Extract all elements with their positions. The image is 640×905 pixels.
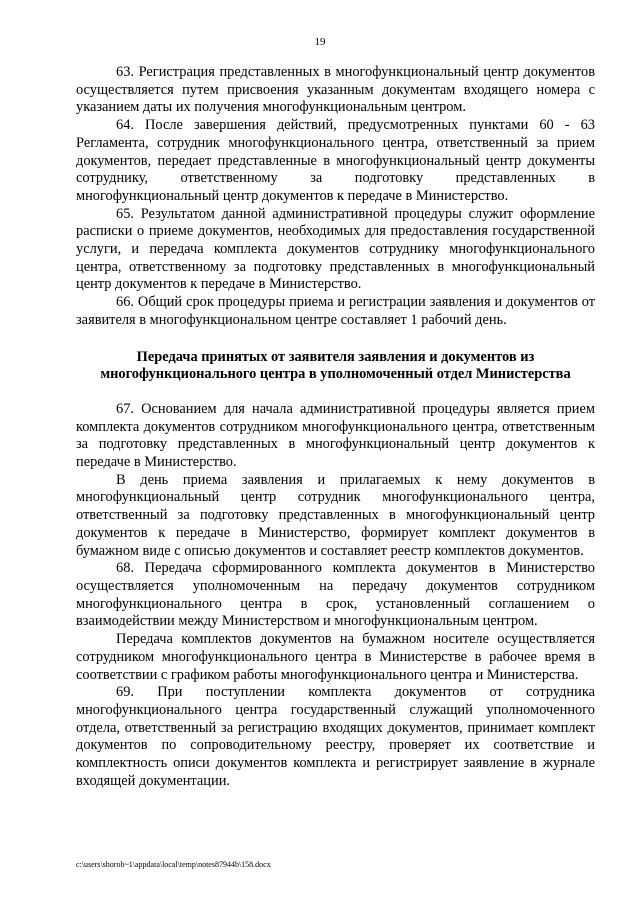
paragraph-69: 69. При поступлении комплекта документов от сотрудника многофункционального центра государственный служащий уполномоченного отдела, ответственный за регистрацию входящих документов, принимает комплект документов по сопроводительному реестру, проверяет их соответствие и комплектность описи документов комплекта и регистрирует заявление в журнале входящей документации.: [76, 684, 595, 789]
paragraph-67-continued: В день приема заявления и прилагаемых к нему документов в многофункциональный центр сотрудник многофункционального центра, ответственный за подготовку представленных в многофункциональный центр документов к передаче в Министерство, формирует комплект документов в бумажном виде с описью документов и составляет реестр комплектов документов.: [76, 471, 595, 559]
page-number: 19: [314, 36, 326, 48]
document-body: [76, 64, 595, 790]
paragraph-63: 63. Регистрация представленных в многофункциональный центр документов осуществляется путем присвоения указанным документам входящего номера с указанием даты их получения многофункциональным центром.: [76, 64, 595, 116]
paragraph-68: 68. Передача сформированного комплекта документов в Министерство осуществляется уполномоченным на передачу документов сотрудником многофункционального центра в срок, установленный соглашением о взаимодействии между Министерством и многофункциональным центром.: [76, 560, 595, 630]
section-heading: Передача принятых от заявителя заявления и документов из многофункционального центра в уполномоченный отдел Министерства: [100, 348, 571, 383]
paragraph-67: 67. Основанием для начала административной процедуры является прием комплекта документов сотрудником многофункционального центра, ответственным за подготовку представленных в многофункциональный центр документов к передаче в Министерство.: [76, 400, 595, 471]
paragraph-66: 66. Общий срок процедуры приема и регистрации заявления и документов от заявителя в многофункциональном центре составляет 1 рабочий день.: [76, 294, 595, 328]
paragraph-64: 64. После завершения действий, предусмотренных пунктами 60 - 63 Регламента, сотрудник многофункционального центра, ответственный за прием документов, передает представленные в многофункциональный центр документы сотруднику, ответственному за подготовку представленных в многофункциональный центр документов к передаче в Министерство.: [76, 117, 595, 204]
paragraph-68-continued: Передача комплектов документов на бумажном носителе осуществляется сотрудником многофункционального центра в Министерстве в рабочее время в соответствии с графиком работы многофункционального центра и Министерства.: [76, 631, 595, 683]
paragraph-65: 65. Результатом данной административной процедуры служит оформление расписки о приеме документов, необходимых для предоставления государственной услуги, и передача комплекта документов сотруднику многофункционального центра, ответственному за подготовку представленных в многофункциональный центр документов к передаче в Министерство.: [76, 205, 595, 293]
footer-file-path: c:\users\shorob~1\appdata\local\temp\notes87944b\158.docx: [76, 860, 271, 869]
